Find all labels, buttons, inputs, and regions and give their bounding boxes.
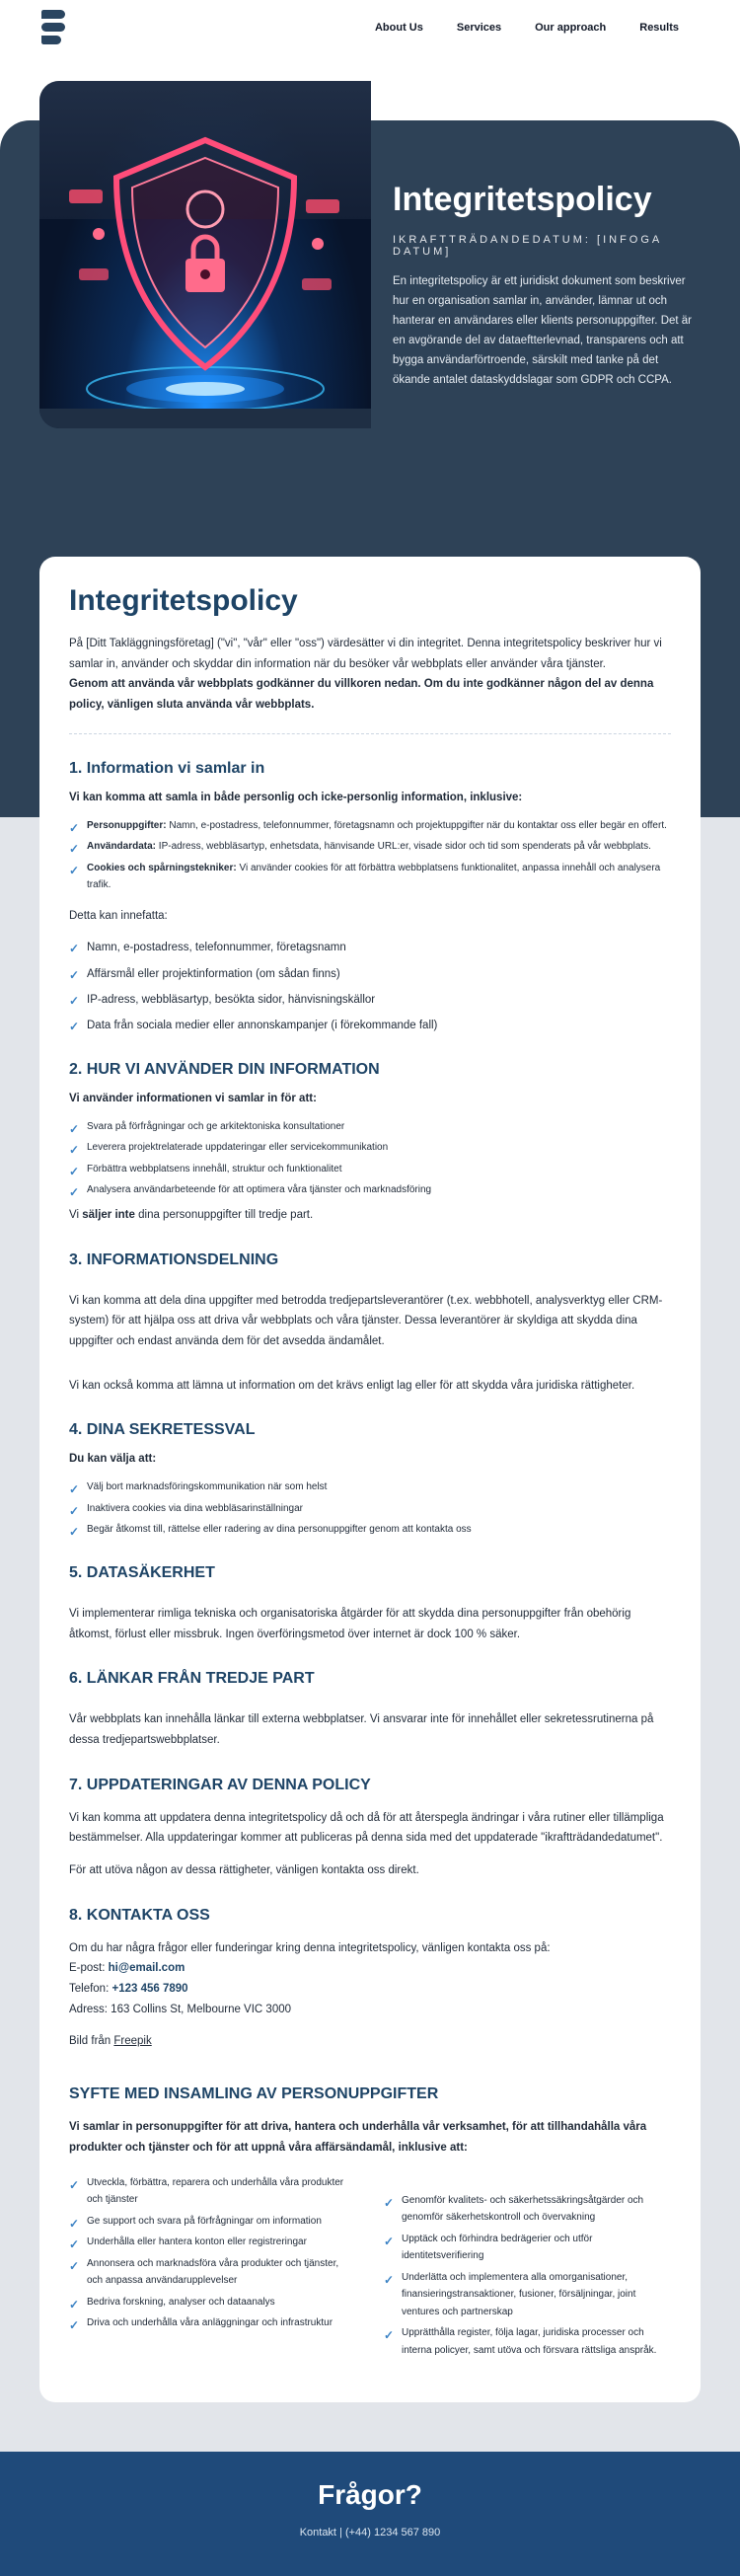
freepik-link[interactable]: Freepik xyxy=(113,2035,152,2048)
list-item: ✓ Genomför kvalitets- och säkerhetssäkringsåtgärder och genomför säkerhetskontroll och övervakning xyxy=(384,2194,644,2223)
nav-link-services[interactable]: Services xyxy=(456,22,502,34)
intro-text: På [Ditt Takläggningsföretag] ("vi", "vår" eller "oss") värdesätter vi din integritet. Denna integritetspolicy beskriver hur vi samlar in, använder och skyddar din information när du besöker vår webbplats eller använder våra tjänster. xyxy=(69,638,662,670)
section-1-list xyxy=(69,817,671,894)
policy-card xyxy=(39,557,701,2402)
section-2-title: 2. HUR VI ANVÄNDER DIN INFORMATION xyxy=(69,1060,380,1078)
nav-link-results[interactable]: Results xyxy=(639,22,679,34)
contact-intro: Om du har några frågor eller funderingar kring denna integritetspolicy, vänligen kontakta oss på: xyxy=(69,1941,551,1954)
check-icon: ✓ xyxy=(69,863,80,877)
list-item: ✓ Personuppgifter: Namn, e-postadress, telefonnummer, företagsnamn och projektuppgifter när du kontaktar oss eller begär en offert. xyxy=(69,817,671,835)
purpose-list-left xyxy=(69,2174,356,2364)
footer-title: Frågor? xyxy=(318,2479,422,2510)
hero-image xyxy=(39,81,371,428)
check-icon: ✓ xyxy=(69,1482,80,1497)
nav-link-approach[interactable]: Our approach xyxy=(535,22,607,34)
phone-link[interactable]: +123 456 7890 xyxy=(111,1983,188,1996)
list-item: ✓ Cookies och spårningstekniker: Vi använder cookies för att förbättra webbplatsens funktionalitet, anpassa innehåll och analysera trafik. xyxy=(69,862,661,891)
no-sell-note: Vi säljer inte dina personuppgifter till tredje part. xyxy=(69,1208,314,1221)
hero-title: Integritetspolicy xyxy=(393,181,652,218)
section-7-text-1: Vi kan komma att uppdatera denna integritetspolicy då och då för att återspegla ändringar i våra rutiner eller tillämpliga bestämmelser. Alla uppdateringar kommer att publiceras på denna sida med det uppdaterade "ikraftträdandedatumet". xyxy=(69,1811,664,1845)
image-credit: Bild från Freepik xyxy=(69,2035,152,2048)
top-nav xyxy=(0,0,740,55)
purpose-list-right xyxy=(384,2192,671,2364)
check-icon: ✓ xyxy=(69,820,80,835)
check-icon: ✓ xyxy=(69,2297,80,2311)
check-icon: ✓ xyxy=(69,1185,80,1200)
hero-description: En integritetspolicy är ett juridiskt dokument som beskriver hur en organisation samlar in, använder, lämnar ut och hanterar en användares eller klients personuppgifter. Det är en avgörande del av dataeftterlevnad, transparens och att bygga användarförtroende, särskilt med tanke på det ökande antalet dataskyddslagar som GDPR och CCPA. xyxy=(393,274,693,387)
check-icon: ✓ xyxy=(384,2195,395,2210)
section-7-title: 7. UPPDATERINGAR AV DENNA POLICY xyxy=(69,1776,371,1793)
list-item: ✓ Bedriva forskning, analyser och dataanalys xyxy=(69,2294,356,2311)
check-icon: ✓ xyxy=(384,2272,395,2287)
check-icon: ✓ xyxy=(69,2237,80,2251)
list-item: ✓ Analysera användarbeteende för att optimera våra tjänster och marknadsföring xyxy=(69,1181,671,1199)
section-8-title: 8. KONTAKTA OSS xyxy=(69,1906,210,1924)
check-icon: ✓ xyxy=(69,993,80,1008)
contact-phone-row: Telefon: +123 456 7890 xyxy=(69,1983,188,1996)
section-1-list-2 xyxy=(69,938,671,1035)
list-item: ✓ Annonsera och marknadsföra våra produkter och tjänster, och anpassa användarupplevelser xyxy=(69,2257,339,2286)
section-3-text-1: Vi kan komma att dela dina uppgifter med betrodda tredjepartsleverantörer (t.ex. webbhotell, analysverktyg eller CRM-system) för att hjälpa oss att driva vår webbplats och våra tjänster. Dessa leverantörer är skyldiga att skydda dina uppgifter och endast använda dem för det avsedda ändamålet. xyxy=(69,1294,663,1347)
list-item: ✓ Svara på förfrågningar och ge arkitektoniska konsultationer xyxy=(69,1118,671,1136)
list-item: ✓ Användardata: IP-adress, webbläsartyp, enhetsdata, hänvisande URL:er, visade sidor och tid som spenderats på vår webbplats. xyxy=(69,838,671,856)
section-3-title: 3. INFORMATIONSDELNING xyxy=(69,1250,279,1268)
section-3-text-2: Vi kan också komma att lämna ut information om det krävs enligt lag eller för att skydda våra juridiska rättigheter. xyxy=(69,1379,635,1392)
list-item: ✓ Leverera projektrelaterade uppdateringar eller servicekommunikation xyxy=(69,1139,671,1157)
effective-date: IKRAFTTRÄDANDEDATUM: [INFOGA DATUM] xyxy=(393,233,662,258)
policy-title: Integritetspolicy xyxy=(69,584,298,617)
list-item: ✓ Inaktivera cookies via dina webbläsarinställningar xyxy=(69,1500,671,1518)
footer xyxy=(0,2452,740,2576)
shield-lock-icon xyxy=(39,81,371,428)
check-icon: ✓ xyxy=(384,2234,395,2248)
list-item: ✓ Affärsmål eller projektinformation (om sådan finns) xyxy=(69,964,671,984)
section-4-lead: Du kan välja att: xyxy=(69,1453,157,1466)
section-6-title: 6. LÄNKAR FRÅN TREDJE PART xyxy=(69,1670,315,1688)
purpose-columns xyxy=(69,2174,671,2364)
list-item: ✓ Utveckla, förbättra, reparera och underhålla våra produkter och tjänster xyxy=(69,2176,344,2205)
footer-contact[interactable]: Kontakt | (+44) 1234 567 890 xyxy=(299,2527,441,2538)
section-2-lead: Vi använder informationen vi samlar in för att: xyxy=(69,1092,317,1104)
section-1-title: 1. Information vi samlar in xyxy=(69,759,265,777)
list-item: ✓ Underhålla eller hantera konton eller registreringar xyxy=(69,2234,356,2251)
section-2-list xyxy=(69,1118,671,1199)
check-icon: ✓ xyxy=(69,1503,80,1518)
email-link[interactable]: hi@email.com xyxy=(108,1962,185,1975)
contact-email-row: E-post: hi@email.com xyxy=(69,1962,185,1975)
check-icon: ✓ xyxy=(384,2328,395,2342)
check-icon: ✓ xyxy=(69,1143,80,1158)
may-include-text: Detta kan innefatta: xyxy=(69,909,168,922)
contact-address: Adress: 163 Collins St, Melbourne VIC 3000 xyxy=(69,2003,292,2015)
section-7-text-2: För att utöva någon av dessa rättigheter, vänligen kontakta oss direkt. xyxy=(69,1864,419,1876)
check-icon: ✓ xyxy=(69,2318,80,2332)
check-icon: ✓ xyxy=(69,1019,80,1033)
intro-bold-text: Genom att använda vår webbplats godkänner du villkoren nedan. Om du inte godkänner någon del av denna policy, vänligen sluta använda vår webbplats. xyxy=(69,678,654,712)
check-icon: ✓ xyxy=(69,1525,80,1540)
nav-link-about[interactable]: About Us xyxy=(374,22,423,34)
check-icon: ✓ xyxy=(69,2216,80,2231)
list-item: ✓ Ge support och svara på förfrågningar om information xyxy=(69,2213,356,2231)
purpose-title: SYFTE MED INSAMLING AV PERSONUPPGIFTER xyxy=(69,2085,439,2103)
section-4-list xyxy=(69,1478,671,1539)
check-icon: ✓ xyxy=(69,1121,80,1136)
check-icon: ✓ xyxy=(69,1164,80,1178)
divider xyxy=(69,733,671,734)
list-item: ✓ Välj bort marknadsföringskommunikation när som helst xyxy=(69,1478,671,1496)
list-item: ✓ Data från sociala medier eller annonskampanjer (i förekommande fall) xyxy=(69,1016,671,1035)
check-icon: ✓ xyxy=(69,2258,80,2273)
list-item: ✓ Förbättra webbplatsens innehåll, struktur och funktionalitet xyxy=(69,1161,671,1178)
section-1-lead: Vi kan komma att samla in både personlig och icke-personlig information, inklusive: xyxy=(69,791,523,803)
check-icon: ✓ xyxy=(69,2177,80,2192)
check-icon: ✓ xyxy=(69,967,80,982)
list-item: ✓ Namn, e-postadress, telefonnummer, företagsnamn xyxy=(69,938,671,957)
list-item: ✓ Underlätta och implementera alla omorganisationer, finansieringstransaktioner, fusioner, försäljningar, joint ventures och partnerskap xyxy=(384,2271,636,2317)
section-5-text: Vi implementerar rimliga tekniska och organisatoriska åtgärder för att skydda dina personuppgifter från obehörig åtkomst, förlust eller missbruk. Ingen överföringsmetod över internet är dock 100 % säker. xyxy=(69,1607,631,1640)
section-5-title: 5. DATASÄKERHET xyxy=(69,1563,215,1581)
check-icon: ✓ xyxy=(69,942,80,956)
check-icon: ✓ xyxy=(69,842,80,857)
purpose-lead: Vi samlar in personuppgifter för att driva, hantera och underhålla vår verksamhet, för att tillhandahålla våra produkter och tjänster och för att uppnå våra affärsändamål, inklusive att: xyxy=(69,2121,647,2154)
section-6-text: Vår webbplats kan innehålla länkar till externa webbplatser. Vi ansvarar inte för innehållet eller sekretessrutinerna på dessa tredjepartswebbplatser. xyxy=(69,1713,654,1746)
list-item: ✓ Driva och underhålla våra anläggningar och infrastruktur xyxy=(69,2314,356,2332)
list-item: ✓ Begär åtkomst till, rättelse eller radering av dina personuppgifter genom att kontakta oss xyxy=(69,1521,671,1539)
list-item: ✓ Upprätthålla register, följa lagar, juridiska processer och interna policyer, samt utöva och försvara rättsliga anspråk. xyxy=(384,2327,657,2356)
list-item: ✓ Upptäck och förhindra bedrägerier och utför identitetsverifiering xyxy=(384,2233,593,2261)
list-item: ✓ IP-adress, webbläsartyp, besökta sidor, hänvisningskällor xyxy=(69,990,671,1010)
section-4-title: 4. DINA SEKRETESSVAL xyxy=(69,1421,256,1439)
logo-icon[interactable] xyxy=(41,10,65,45)
